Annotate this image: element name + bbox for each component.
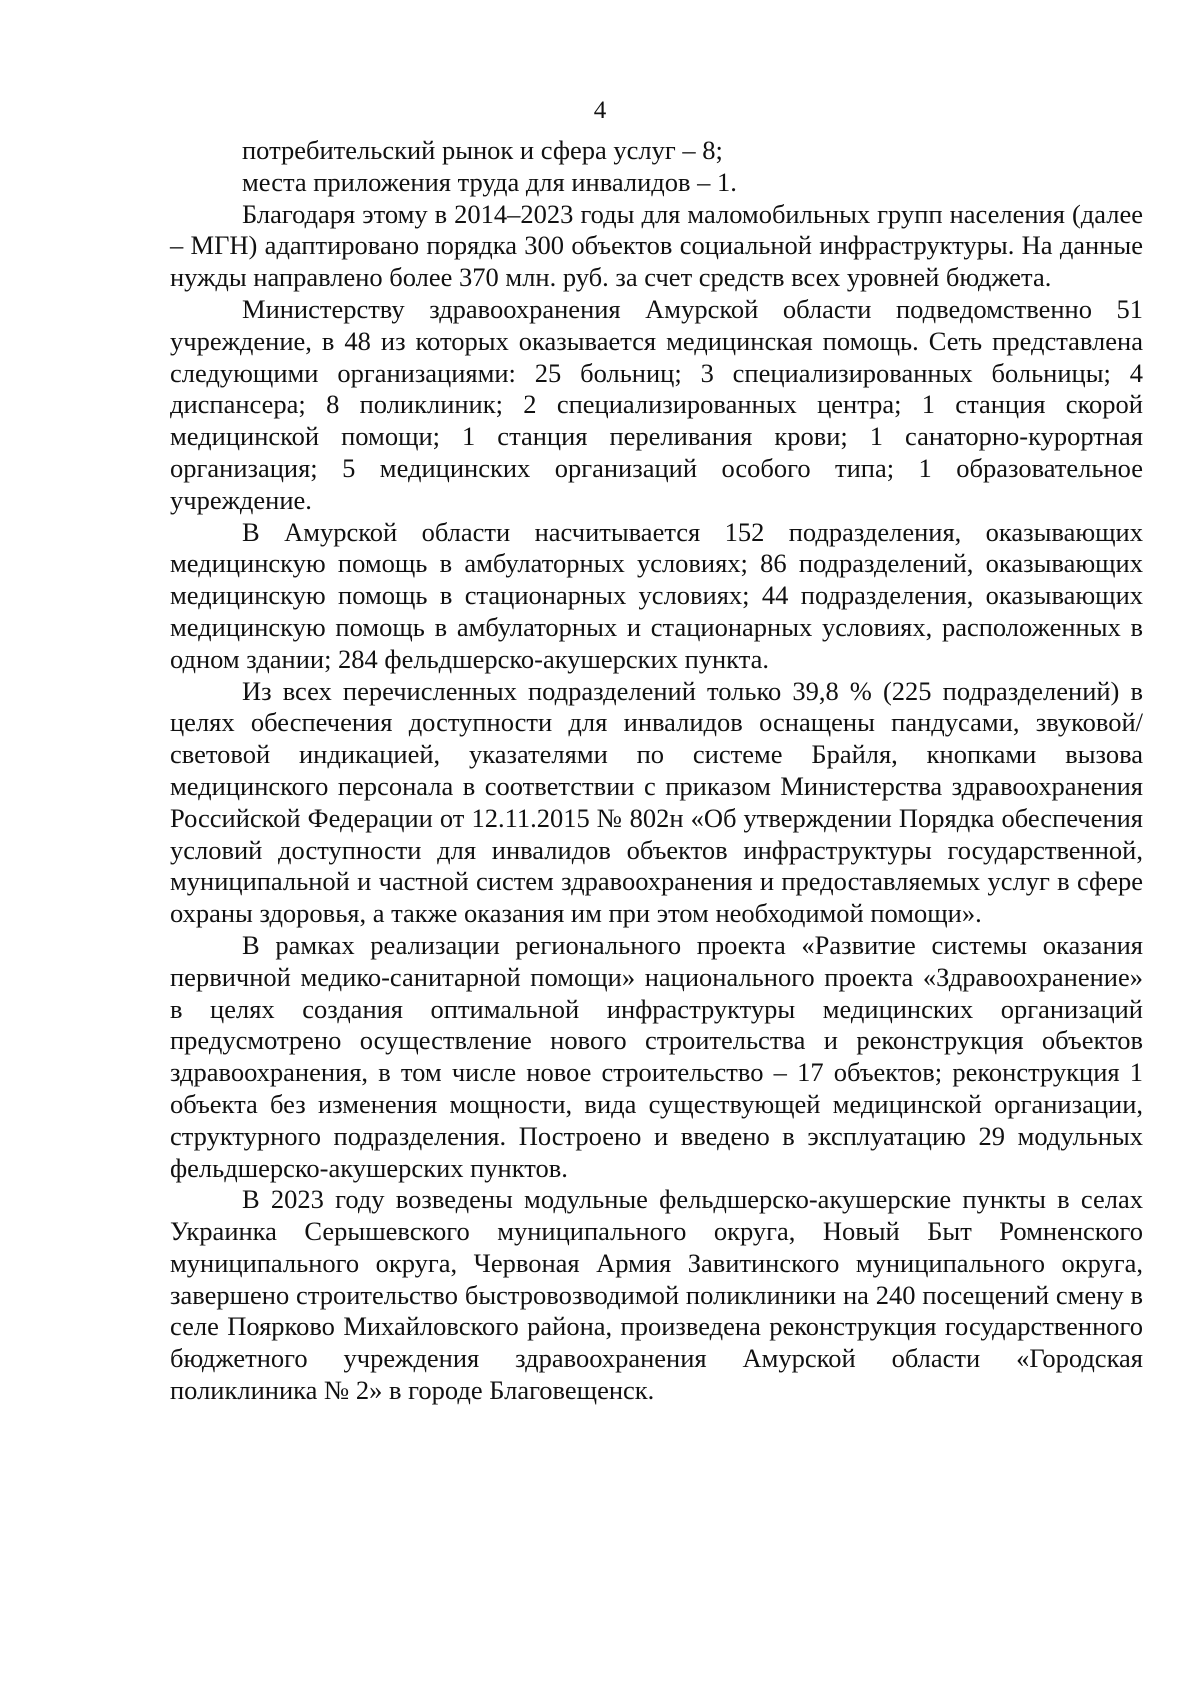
- paragraph-regional-project: В рамках реализации регионального проекта «Развитие системы оказания первичной медико-санитарной помощи» национального проекта «Здравоохранение» в целях создания оптимальной инфраструктуры медицинских организаций предусмотрено осуществление нового строительства и реконструкция объектов здравоохранения, в том числе новое строительство – 17 объектов; реконструкция 1 объекта без изменения мощности, вида существующей медицинской организации, структурного подразделения. Построено и введено в эксплуатацию 29 модульных фельдшерско-акушерских пунктов.: [170, 929, 1143, 1183]
- paragraph-adaptation: Благодаря этому в 2014–2023 годы для маломобильных групп населения (далее – МГН) адаптировано порядка 300 объектов социальной инфраструктуры. На данные нужды направлено более 370 млн. руб. за счет средств всех уровней бюджета.: [170, 198, 1143, 293]
- paragraph-consumer-market: потребительский рынок и сфера услуг – 8;: [242, 135, 723, 165]
- paragraph-subdivisions: В Амурской области насчитывается 152 подразделения, оказывающих медицинскую помощь в амбулаторных условиях; 86 подразделений, оказывающих медицинскую помощь в стационарных условиях; 44 подразделения, оказывающих медицинскую помощь в амбулаторных и стационарных условиях, расположенных в одном здании; 284 фельдшерско-акушерских пункта.: [170, 516, 1143, 674]
- paragraph-construction-2023: В 2023 году возведены модульные фельдшерско-акушерские пункты в селах Украинка Серышевского муниципального округа, Новый Быт Ромненского муниципального округа, Червоная Армия Завитинского муниципального округа, завершено строительство быстровозводимой поликлиники на 240 посещений смену в селе Поярково Михайловского района, произведена реконструкция государственного бюджетного учреждения здравоохранения Амурской области «Городская поликлиника № 2» в городе Благовещенск.: [170, 1184, 1143, 1406]
- paragraph-ministry: Министерству здравоохранения Амурской области подведомственно 51 учреждение, в 48 из которых оказывается медицинская помощь. Сеть представлена следующими организациями: 25 больниц; 3 специализированных больницы; 4 диспансера; 8 поликлиник; 2 специализированных центра; 1 станция скорой медицинской помощи; 1 станция переливания крови; 1 санаторно-курортная организация; 5 медицинских организаций особого типа; 1 образовательное учреждение.: [170, 293, 1143, 515]
- paragraph-workplaces: места приложения труда для инвалидов – 1.: [242, 166, 737, 197]
- document-body: [170, 135, 1143, 1407]
- paragraph-accessibility: Из всех перечисленных подразделений только 39,8 % (225 подразделений) в целях обеспечения доступности для инвалидов оснащены пандусами, звуковой/световой индикацией, указателями по системе Брайля, кнопками вызова медицинского персонала в соответствии с приказом Министерства здравоохранения Российской Федерации от 12.11.2015 № 802н «Об утверждении Порядка обеспечения условий доступности для инвалидов объектов инфраструктуры государственной, муниципальной и частной систем здравоохранения и предоставляемых услуг в сфере охраны здоровья, а также оказания им при этом необходимой помощи».: [170, 675, 1143, 929]
- page-number: 4: [593, 97, 607, 124]
